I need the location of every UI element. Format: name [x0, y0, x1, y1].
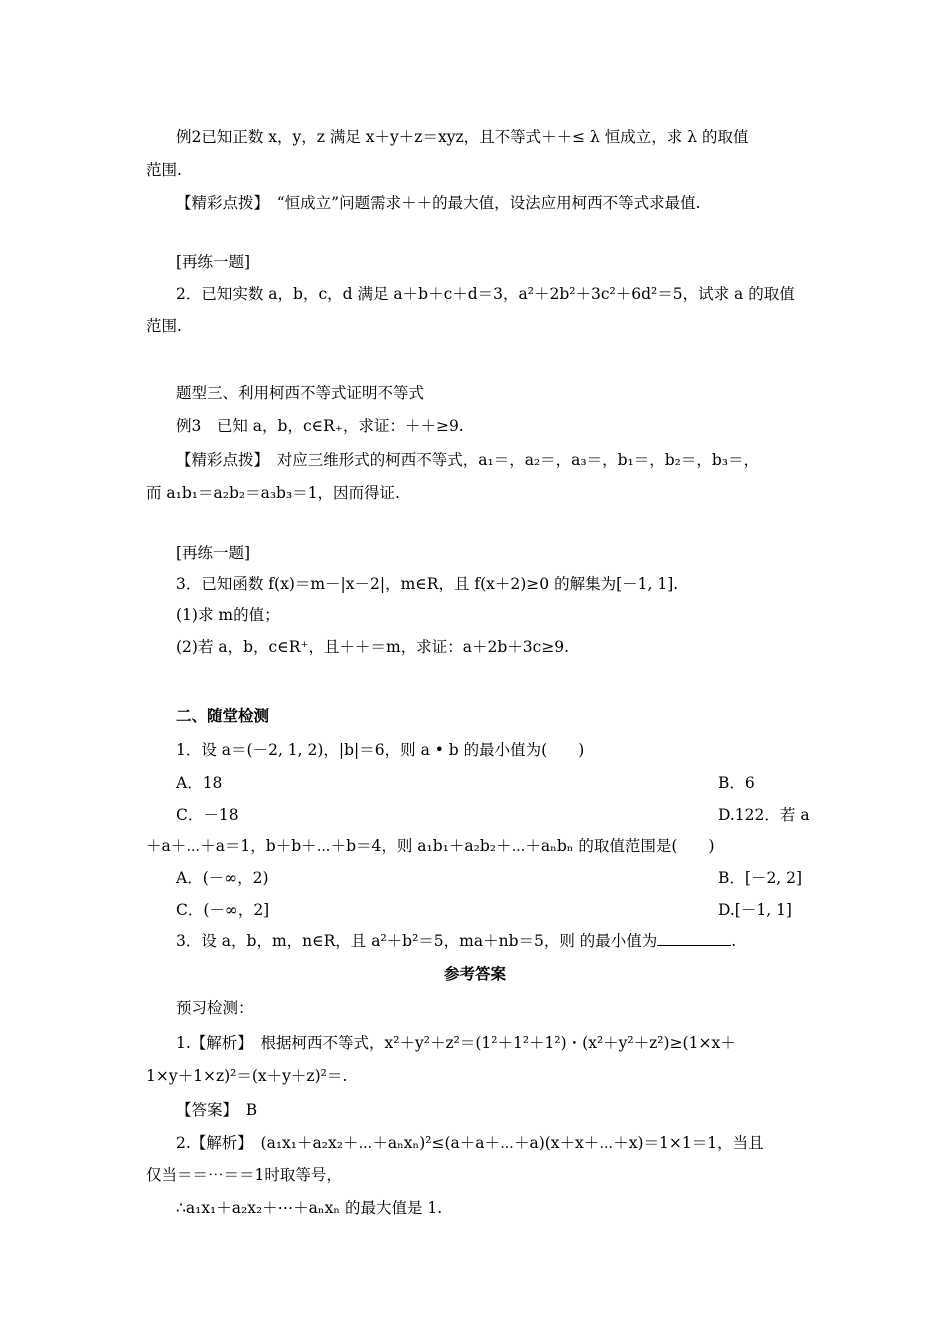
question-3 [176, 931, 736, 951]
answer-1-analysis-cont: 1×y＋1×z)²＝(x＋y＋z)²＝. [146, 1067, 348, 1085]
practice-2-text: 2．已知实数 a，b，c，d 满足 a＋b＋c＋d＝3，a²＋2b²＋3c²＋6d²＝5，试求 a 的取值 [176, 285, 795, 303]
hint-3: 【精彩点拨】 对应三维形式的柯西不等式，a₁＝，a₂＝，a₃＝，b₁＝，b₂＝，b₃＝， [176, 451, 760, 469]
answer-2-conclusion: ∴a₁x₁＋a₂x₂＋⋯＋aₙxₙ 的最大值是 1. [176, 1199, 443, 1217]
example-2-text: 例2已知正数 x，y，z 满足 x＋y＋z＝xyz，且不等式＋＋≤ λ 恒成立，求 λ 的取值 [176, 128, 749, 146]
answers-title: 参考答案 [443, 964, 506, 983]
practice-3-text: 3．已知函数 f(x)＝m－|x－2|，m∈R，且 f(x＋2)≥0 的解集为[－1, 1]. [176, 575, 679, 593]
hint-2: 【精彩点拨】 “恒成立”问题需求＋＋的最大值，设法应用柯西不等式求最值. [176, 194, 701, 212]
practice-3-part-2: (2)若 a，b，c∈R⁺，且＋＋＝m，求证：a＋2b＋3c≥9. [176, 638, 570, 656]
question-2-option-b: B．[－2, 2] [718, 869, 803, 887]
question-3-end: . [731, 932, 737, 950]
section-2-heading: 二、随堂检测 [176, 706, 270, 725]
question-1: 1．设 a＝(－2, 1, 2)，|b|＝6，则 a • b 的最小值为( ) [176, 741, 585, 759]
answer-2-analysis: 2.【解析】 (a₁x₁＋a₂x₂＋⋯＋aₙxₙ)²≤(a＋a＋⋯＋a)(x＋x＋⋯＋x)＝1×1＝1，当且 [176, 1134, 764, 1152]
example-3-text: 例3 已知 a，b，c∈R₊，求证：＋＋≥9. [176, 417, 464, 435]
preview-heading: 预习检测： [176, 999, 254, 1017]
practice-3-part-1: (1)求 m的值； [176, 606, 280, 624]
type-3-heading: 题型三、利用柯西不等式证明不等式 [176, 384, 425, 402]
question-1-option-d: D.122．若 a [718, 806, 810, 824]
question-3-text: 3．设 a，b，m，n∈R，且 a²＋b²＝5，ma＋nb＝5，则 的最小值为 [176, 932, 658, 950]
answer-1-result: 【答案】 B [176, 1101, 258, 1119]
answer-blank [657, 931, 731, 946]
hint-3-cont: 而 a₁b₁＝a₂b₂＝a₃b₃＝1，因而得证. [146, 484, 400, 502]
question-1-option-c: C．－18 [176, 806, 239, 824]
question-1-option-b: B．6 [718, 774, 755, 792]
question-2: ＋a＋⋯＋a＝1，b＋b＋⋯＋b＝4，则 a₁b₁＋a₂b₂＋⋯＋aₙbₙ 的取值范围是( ) [146, 837, 715, 855]
answer-2-analysis-cont: 仅当＝＝⋯＝＝1时取等号， [146, 1166, 342, 1184]
question-2-option-d: D.[－1, 1] [718, 901, 792, 919]
question-2-option-c: C．(－∞，2] [176, 901, 270, 919]
question-2-option-a: A．(－∞，2) [176, 869, 269, 887]
example-2-text-cont: 范围. [146, 161, 182, 179]
practice-heading-2: [再练一题] [176, 544, 251, 562]
practice-2-text-cont: 范围. [146, 317, 182, 335]
practice-heading-1: [再练一题] [176, 253, 251, 271]
question-1-option-a: A．18 [176, 774, 223, 792]
answer-1-analysis: 1.【解析】 根据柯西不等式，x²＋y²＋z²＝(1²＋1²＋1²)・(x²＋y²＋z²)≥(1×x＋ [176, 1034, 736, 1052]
